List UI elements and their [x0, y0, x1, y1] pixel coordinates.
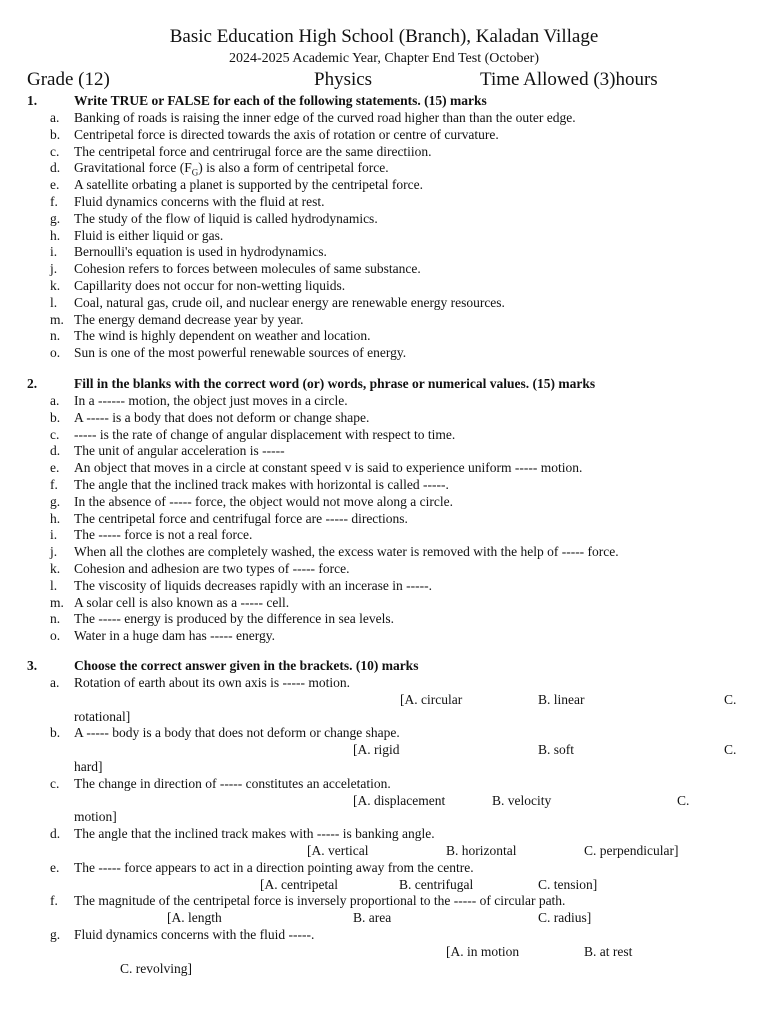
item-text: The centripetal force and centrirugal force are the same directiion.	[74, 143, 432, 159]
answer-option: C.	[724, 691, 737, 707]
item-text-part: Gravitational force (F	[74, 160, 192, 176]
question-item	[0, 460, 768, 477]
subject-label: Physics	[314, 69, 373, 90]
question-item	[0, 160, 768, 177]
answer-option: B. area	[353, 910, 392, 926]
question-1-heading	[0, 93, 768, 110]
question-instruction: Write TRUE or FALSE for each of the following statements. (15) marks	[74, 93, 487, 108]
question-item	[0, 144, 768, 161]
answer-option: C. radius]	[538, 910, 592, 926]
item-text: An object that moves in a circle at constant speed v is said to experience uniform ----- motion.	[74, 460, 583, 476]
item-text: Water in a huge dam has ----- energy.	[74, 628, 275, 644]
answer-option-wrap	[0, 809, 768, 826]
item-text: The unit of angular acceleration is -----	[74, 443, 285, 459]
question-item	[0, 477, 768, 494]
answer-options	[0, 742, 768, 759]
item-letter: b.	[50, 126, 61, 142]
item-letter: k.	[50, 277, 61, 293]
item-letter: n.	[50, 611, 61, 627]
answer-option: B. at rest	[584, 943, 633, 959]
item-letter: j.	[50, 544, 58, 560]
question-item	[0, 511, 768, 528]
item-letter: d.	[50, 826, 61, 842]
item-text: A satellite orbating a planet is supported by the centripetal force.	[74, 177, 424, 193]
question-item	[0, 345, 768, 362]
item-letter: e.	[50, 460, 60, 476]
item-letter: f.	[50, 193, 58, 209]
item-letter: o.	[50, 628, 61, 644]
item-letter: b.	[50, 725, 61, 741]
item-text: Fluid dynamics concerns with the fluid at rest.	[74, 193, 325, 209]
item-letter: k.	[50, 560, 61, 576]
item-letter: e.	[50, 859, 60, 875]
exam-subtitle: 2024-2025 Academic Year, Chapter End Test (October)	[228, 51, 539, 66]
item-text: ----- is the rate of change of angular displacement with respect to time.	[74, 426, 456, 442]
question-item	[0, 261, 768, 278]
item-text: Rotation of earth about its own axis is ----- motion.	[74, 675, 350, 690]
question-item	[0, 628, 768, 645]
exam-info-line	[0, 69, 768, 93]
item-letter: l.	[50, 577, 58, 593]
question-number: 3.	[27, 658, 38, 673]
answer-options	[0, 793, 768, 810]
item-text: The angle that the inclined track makes with horizontal is called -----.	[74, 476, 449, 492]
item-letter: m.	[50, 594, 64, 610]
item-text: In the absence of ----- force, the object would not move along a circle.	[74, 493, 453, 509]
question-instruction: Choose the correct answer given in the brackets. (10) marks	[74, 658, 419, 673]
item-letter: n.	[50, 328, 61, 344]
question-item	[0, 278, 768, 295]
answer-option: C. revolving]	[120, 960, 192, 976]
question-1-section	[0, 93, 768, 362]
question-item	[0, 328, 768, 345]
question-number: 1.	[27, 93, 38, 108]
item-text: Sun is one of the most powerful renewable sources of energy.	[74, 345, 407, 361]
question-item	[0, 110, 768, 127]
answer-options	[0, 910, 768, 927]
item-text: A ----- body is a body that does not deform or change shape.	[74, 725, 400, 741]
answer-option: C. perpendicular]	[584, 842, 679, 858]
item-text: Coal, natural gas, crude oil, and nuclear energy are renewable energy resources.	[74, 294, 505, 310]
item-letter: e.	[50, 177, 60, 193]
question-number: 2.	[27, 376, 38, 391]
question-item	[0, 826, 768, 843]
subscript: G	[191, 168, 199, 179]
answer-option: B. horizontal	[446, 842, 517, 858]
answer-option-wrap	[0, 709, 768, 726]
answer-option: C. tension]	[538, 876, 598, 892]
answer-option: [A. displacement	[353, 792, 446, 808]
answer-option: C.	[724, 742, 737, 758]
item-letter: i.	[50, 244, 58, 260]
question-item	[0, 776, 768, 793]
question-item	[0, 393, 768, 410]
question-item	[0, 177, 768, 194]
item-letter: i.	[50, 527, 58, 543]
answer-options	[0, 944, 768, 961]
answer-option: B. linear	[538, 691, 585, 707]
item-text: A solar cell is also known as a ----- cell.	[74, 594, 290, 610]
answer-option: [A. length	[167, 910, 222, 926]
question-item	[0, 725, 768, 742]
question-item	[0, 312, 768, 329]
answer-option: B. velocity	[492, 792, 552, 808]
item-text: Cohesion refers to forces between molecules of same substance.	[74, 261, 421, 277]
item-text: Banking of roads is raising the inner edge of the curved road higher than than the outer edge.	[74, 110, 576, 125]
answer-options	[0, 692, 768, 709]
item-text: The wind is highly dependent on weather and location.	[74, 328, 371, 344]
item-text: The ----- force appears to act in a direction pointing away from the centre.	[74, 859, 474, 875]
item-text: Bernoulli's equation is used in hydrodynamics.	[74, 244, 327, 260]
question-2-section	[0, 376, 768, 645]
question-item	[0, 561, 768, 578]
item-text: The magnitude of the centripetal force is inversely proportional to the ----- of circular path.	[74, 893, 566, 909]
question-item	[0, 194, 768, 211]
item-text: The angle that the inclined track makes with ----- is banking angle.	[74, 826, 435, 842]
item-letter: g.	[50, 493, 61, 509]
question-item	[0, 544, 768, 561]
question-item	[0, 527, 768, 544]
item-text: The energy demand decrease year by year.	[74, 311, 304, 327]
question-item	[0, 927, 768, 944]
question-instruction: Fill in the blanks with the correct word (or) words, phrase or numerical values. (15) marks	[74, 376, 596, 391]
question-item	[0, 893, 768, 910]
item-text: The viscosity of liquids decreases rapidly with an incerase in -----.	[74, 577, 433, 593]
item-text: In a ------ motion, the object just moves in a circle.	[74, 393, 348, 408]
answer-option: [A. circular	[400, 691, 463, 707]
answer-option: [A. vertical	[307, 842, 369, 858]
item-letter: g.	[50, 926, 61, 942]
answer-option: B. soft	[538, 742, 575, 758]
item-letter: d.	[50, 160, 61, 176]
item-letter: b.	[50, 409, 61, 425]
item-letter: l.	[50, 294, 58, 310]
question-item	[0, 443, 768, 460]
answer-option: [A. in motion	[446, 943, 520, 959]
question-item	[0, 427, 768, 444]
item-text: The ----- energy is produced by the difference in sea levels.	[74, 611, 394, 627]
item-text: The ----- force is not a real force.	[74, 527, 253, 543]
question-2-heading	[0, 376, 768, 393]
question-item	[0, 860, 768, 877]
item-letter: a.	[50, 393, 60, 408]
answer-options	[0, 843, 768, 860]
item-letter: o.	[50, 345, 61, 361]
question-3-section	[0, 658, 768, 977]
item-letter: f.	[50, 476, 58, 492]
item-text: Fluid is either liquid or gas.	[74, 227, 224, 243]
item-letter: c.	[50, 143, 60, 159]
question-item	[0, 675, 768, 692]
question-item	[0, 578, 768, 595]
answer-option-wrap	[0, 759, 768, 776]
item-letter: a.	[50, 675, 60, 690]
item-letter: c.	[50, 426, 60, 442]
question-item	[0, 211, 768, 228]
item-letter: g.	[50, 210, 61, 226]
answer-option: [A. centripetal	[260, 876, 338, 892]
question-item	[0, 410, 768, 427]
question-item	[0, 295, 768, 312]
item-text: Centripetal force is directed towards the axis of rotation or centre of curvature.	[74, 126, 499, 142]
answer-option-wrap	[0, 961, 768, 978]
item-text: When all the clothes are completely washed, the excess water is removed with the help of ----- force.	[74, 544, 619, 560]
item-letter: c.	[50, 775, 60, 791]
answer-option: hard]	[74, 758, 103, 774]
item-letter: m.	[50, 311, 64, 327]
question-item	[0, 127, 768, 144]
time-allowed-label: Time Allowed (3)hours	[480, 69, 658, 90]
item-letter: a.	[50, 110, 60, 125]
item-text: Fluid dynamics concerns with the fluid -----.	[74, 926, 315, 942]
item-text: The centripetal force and centrifugal force are ----- directions.	[74, 510, 408, 526]
question-item	[0, 595, 768, 612]
item-letter: d.	[50, 443, 61, 459]
item-text: Capillarity does not occur for non-wetting liquids.	[74, 277, 346, 293]
item-letter: h.	[50, 227, 61, 243]
answer-option: C.	[677, 792, 690, 808]
answer-option: B. centrifugal	[399, 876, 474, 892]
school-title: Basic Education High School (Branch), Kaladan Village	[169, 26, 599, 47]
item-text: Cohesion and adhesion are two types of ----- force.	[74, 560, 350, 576]
item-text-part: ) is also a form of centripetal force.	[198, 160, 389, 176]
grade-label: Grade (12)	[27, 69, 110, 90]
item-letter: j.	[50, 261, 58, 277]
question-item	[0, 611, 768, 628]
question-3-heading	[0, 658, 768, 675]
answer-option: motion]	[74, 809, 117, 825]
item-letter: h.	[50, 510, 61, 526]
item-text: The study of the flow of liquid is called hydrodynamics.	[74, 210, 378, 226]
item-text: A ----- is a body that does not deform or change shape.	[74, 409, 370, 425]
question-item	[0, 244, 768, 261]
item-text: The change in direction of ----- constitutes an acceletation.	[74, 775, 391, 791]
question-item	[0, 494, 768, 511]
item-letter: f.	[50, 893, 58, 909]
answer-option: [A. rigid	[353, 742, 400, 758]
answer-options	[0, 877, 768, 894]
question-item	[0, 228, 768, 245]
answer-option: rotational]	[74, 708, 131, 724]
